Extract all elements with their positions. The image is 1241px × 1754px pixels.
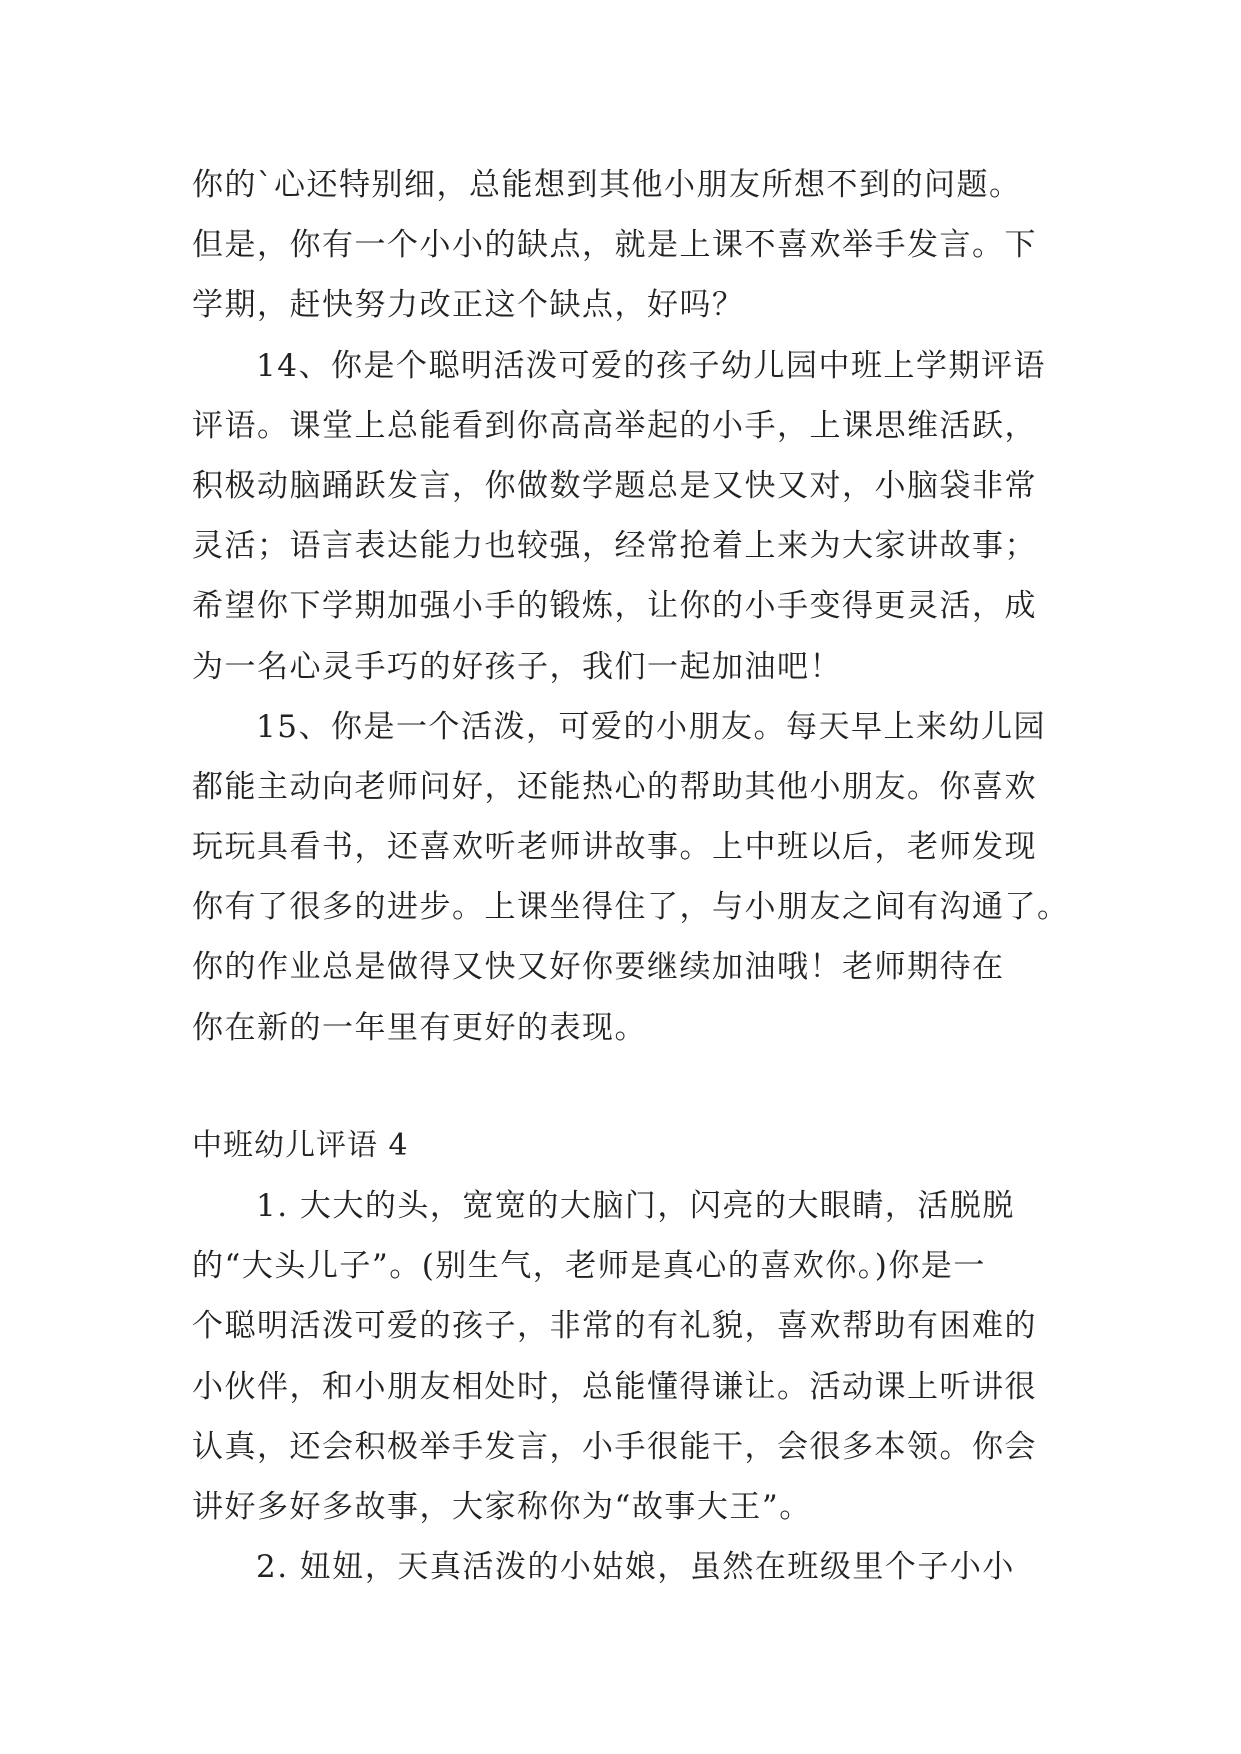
text-line: 小伙伴，和小朋友相处时，总能懂得谦让。活动课上听讲很 <box>192 1368 1037 1405</box>
text-line: 积极动脑踊跃发言，你做数学题总是又快又对，小脑袋非常 <box>192 467 1037 504</box>
section-gap <box>192 1058 1062 1116</box>
paragraph-item-15 <box>192 697 1070 1058</box>
text-line: 15、你是一个活泼，可爱的小朋友。每天早上来幼儿园 <box>256 708 1046 745</box>
text-line: 2. 妞妞，天真活泼的小姑娘，虽然在班级里个子小小 <box>256 1549 1015 1586</box>
text-line: 你在新的一年里有更好的表现。 <box>192 1009 647 1046</box>
section-heading: 中班幼儿评语 4 <box>192 1127 409 1163</box>
paragraph-item-1 <box>192 1176 1062 1537</box>
text-line: 学期，赶快努力改正这个缺点，好吗？ <box>192 287 745 324</box>
text-line: 灵活；语言表达能力也较强，经常抢着上来为大家讲故事； <box>192 528 1037 565</box>
text-line: 玩玩具看书，还喜欢听老师讲故事。上中班以后，老师发现 <box>192 829 1037 866</box>
text-line: 认真，还会积极举手发言，小手很能干，会很多本领。你会 <box>192 1428 1037 1465</box>
paragraph-item-2 <box>192 1537 1062 1597</box>
text-line: 希望你下学期加强小手的锻炼，让你的小手变得更灵活，成 <box>192 588 1037 625</box>
text-line: 14、你是个聪明活泼可爱的孩子幼儿园中班上学期评语 <box>256 347 1046 384</box>
text-line: 但是，你有一个小小的缺点，就是上课不喜欢举手发言。下 <box>192 227 1037 264</box>
text-line: 都能主动向老师问好，还能热心的帮助其他小朋友。你喜欢 <box>192 768 1037 805</box>
text-line: 个聪明活泼可爱的孩子，非常的有礼貌，喜欢帮助有困难的 <box>192 1308 1037 1345</box>
text-line: 1. 大大的头，宽宽的大脑门，闪亮的大眼睛，活脱脱 <box>256 1188 1015 1224</box>
text-line: 讲好多好多故事，大家称你为“故事大王”。 <box>192 1488 812 1525</box>
text-line: 为一名心灵手巧的好孩子，我们一起加油吧！ <box>192 648 842 685</box>
text-line: 你的作业总是做得又快又好你要继续加油哦！老师期待在 <box>192 949 1005 986</box>
text-line: 评语。课堂上总能看到你高高举起的小手，上课思维活跃， <box>192 407 1037 444</box>
text-line: 的“大头儿子”。(别生气，老师是真心的喜欢你。)你是一 <box>192 1248 986 1285</box>
text-line: 你的`心还特别细，总能想到其他小朋友所想不到的问题。 <box>192 167 1022 203</box>
paragraph-item-14 <box>192 336 1062 697</box>
document-body <box>192 155 1070 1597</box>
text-line: 你有了很多的进步。上课坐得住了，与小朋友之间有沟通了。 <box>192 889 1070 926</box>
paragraph-continued <box>192 155 1062 336</box>
